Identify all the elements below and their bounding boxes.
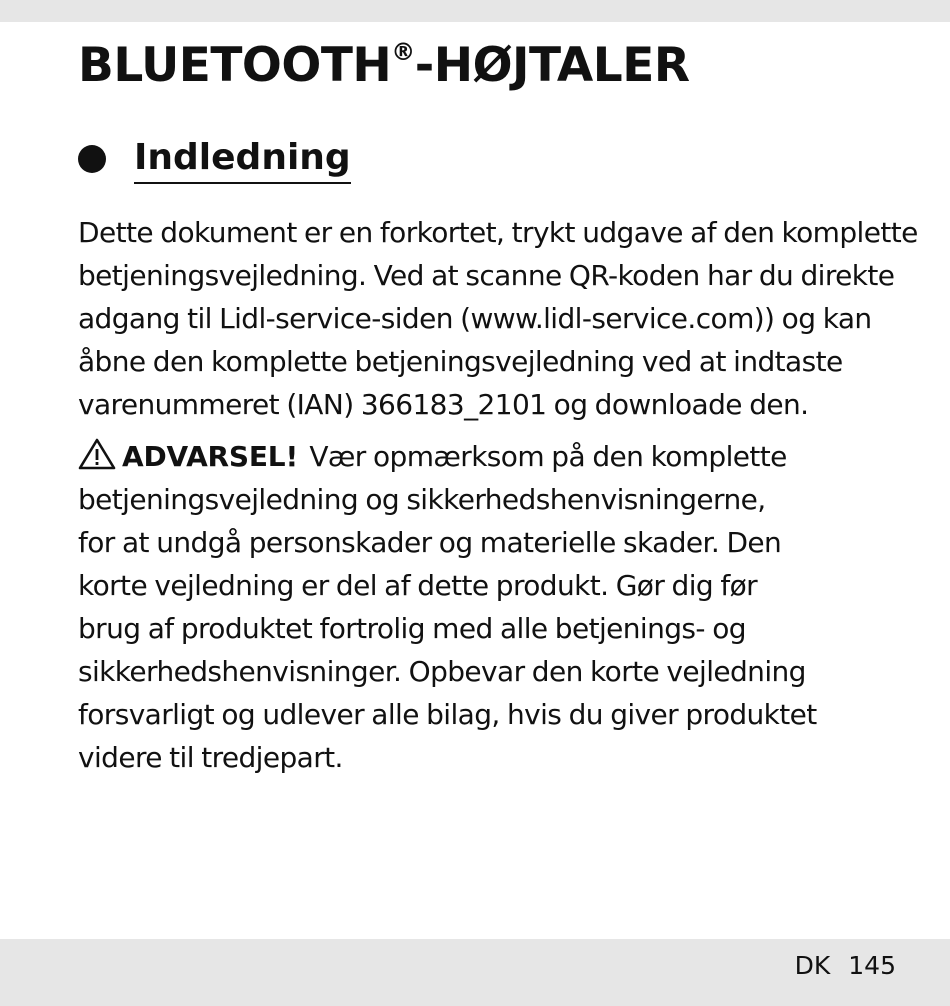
warning-label: ADVARSEL! — [122, 440, 299, 473]
intro-line: varenummeret (IAN) 366183_2101 og downloade den. — [78, 388, 809, 421]
warning-line: sikkerhedshenvisninger. Opbevar den korte vejledning — [78, 655, 806, 688]
intro-line: Dette dokument er en forkortet, trykt udgave af den komplette — [78, 216, 918, 249]
warning-line: brug af produktet fortrolig med alle betjenings- og — [78, 612, 746, 645]
title-main: BLUETOOTH — [78, 38, 392, 93]
warning-triangle-icon — [78, 438, 116, 470]
registered-mark: ® — [391, 38, 415, 67]
intro-line: åbne den komplette betjeningsvejledning ved at indtaste — [78, 345, 843, 378]
page-title — [78, 36, 690, 96]
bullet-icon — [78, 145, 106, 173]
intro-paragraph — [78, 211, 928, 426]
section-heading-text: Indledning — [134, 134, 351, 184]
section-heading — [78, 134, 351, 184]
warning-line: forsvarligt og udlever alle bilag, hvis du giver produktet — [78, 698, 817, 731]
page-footer — [795, 948, 896, 984]
intro-line: adgang til Lidl-service-siden (www.lidl-service.com)) og kan — [78, 302, 872, 335]
top-band — [0, 0, 950, 22]
warning-line: betjeningsvejledning og sikkerhedshenvisningerne, — [78, 483, 766, 516]
warning-line: videre til tredjepart. — [78, 741, 343, 774]
warning-first-text: Vær opmærksom på den komplette — [309, 440, 787, 473]
warning-first-line — [78, 435, 928, 478]
language-code: DK — [794, 951, 831, 980]
warning-line: korte vejledning er del af dette produkt. Gør dig før — [78, 569, 758, 602]
page-number: 145 — [848, 951, 896, 980]
warning-line: for at undgå personskader og materielle skader. Den — [78, 526, 782, 559]
warning-paragraph — [78, 435, 928, 779]
title-suffix: -HØJTALER — [414, 38, 690, 93]
intro-line: betjeningsvejledning. Ved at scanne QR-koden har du direkte — [78, 259, 895, 292]
